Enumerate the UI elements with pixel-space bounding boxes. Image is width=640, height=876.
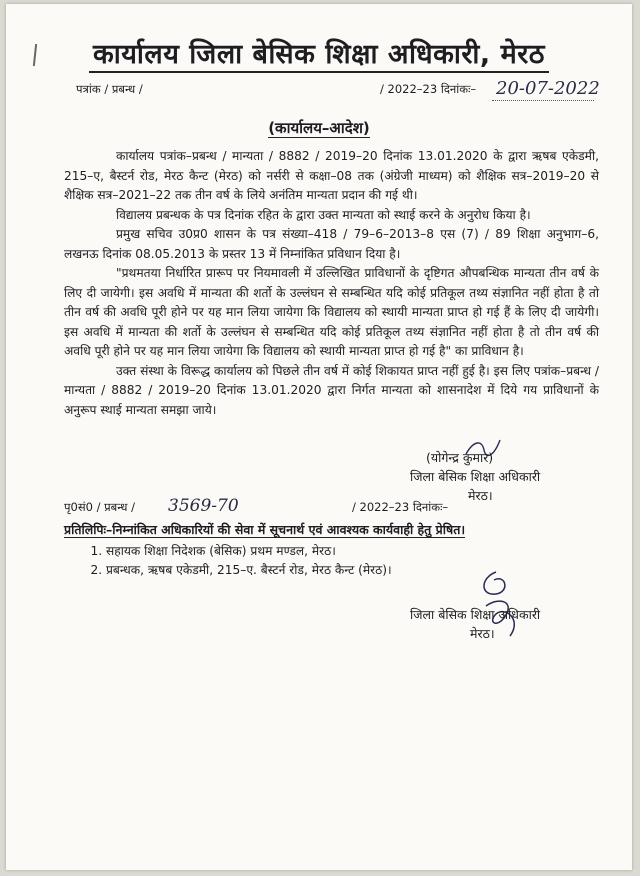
officer-designation: जिला बेसिक शिक्षा अधिकारी	[410, 469, 541, 484]
date-underline	[492, 100, 594, 102]
paragraph: प्रमुख सचिव उ0प्र0 शासन के पत्र संख्या–418 / 79–6–2013–8 एस (7) / 89 शिक्षा अनुभाग–6, लखनऊ दिनांक 08.05.2013 के प्रस्तर 13 में निम्नांकित प्रविधान दिया है।	[64, 227, 599, 261]
order-title: (कार्यालय–आदेश)	[268, 119, 370, 137]
officer-designation-2: जिला बेसिक शिक्षा अधिकारी	[410, 607, 541, 622]
reference-label: पत्रांक / प्रबन्ध /	[76, 82, 143, 96]
paragraph: उक्त संस्था के विरूद्ध कार्यालय को पिछले तीन वर्ष में कोई शिकायत प्राप्त नहीं हुई है। इस लिए पत्रांक–प्रबन्ध / मान्यता / 8882 / 2019–20 दिनांक 13.01.2020 द्वारा निर्गत मान्यता को शासनादेश में दिये गय प्राविधानों के अनुरूप स्थाई मान्यता समझा जाये।	[64, 363, 599, 417]
copy-heading: प्रतिलिपिः–निम्नांकित अधिकारियों की सेवा में सूचनार्थ एवं आवश्यक कार्यवाही हेतु प्रेषित।	[64, 522, 466, 537]
officer-place: मेरठ।	[468, 488, 493, 503]
office-title: कार्यालय जिला बेसिक शिक्षा अधिकारी, मेरठ	[89, 39, 549, 73]
officer-name: (योगेन्द्र कुमार)	[426, 450, 494, 465]
order-body	[64, 147, 599, 420]
handwritten-date: 20-07-2022	[496, 78, 600, 99]
paragraph: कार्यालय पत्रांक–प्रबन्ध / मान्यता / 8882 / 2019–20 दिनांक 13.01.2020 के द्वारा ऋषब एकेडमी, 215–ए, बैस्टर्न रोड, मेरठ कैन्ट (मेरठ) को नर्सरी से कक्षा–08 तक (अंग्रेजी माध्यम) को शैक्षिक सत्र–2019–20 से शैक्षिक सत्र–2021–22 तक तीन वर्ष के लिये अनंतिम मान्यता प्रदान की गई थी।	[64, 149, 599, 202]
list-item: 1. सहायक शिक्षा निदेशक (बेसिक) प्रथम मण्डल, मेरठ।	[106, 542, 392, 561]
document-page	[6, 4, 632, 870]
endorsement-year-date-label: / 2022–23 दिनांकः–	[352, 500, 449, 514]
list-item: 2. प्रबन्धक, ऋषब एकेडमी, 215–ए. बैस्टर्न रोड, मेरठ कैन्ट (मेरठ)।	[106, 561, 392, 580]
recipient-list	[88, 542, 392, 580]
office-heading	[6, 34, 632, 71]
year-date-label: / 2022–23 दिनांकः–	[380, 82, 477, 96]
endorsement-ref-label: पृ0सं0 / प्रबन्ध /	[64, 500, 136, 514]
paragraph: विद्यालय प्रबन्धक के पत्र दिनांक रहित के द्वारा उक्त मान्यता को स्थाई करने के अनुरोध किया है।	[116, 207, 531, 222]
officer-place-2: मेरठ।	[470, 626, 495, 641]
paragraph: "प्रथमतया निर्धारित प्रारूप पर नियमावली में उल्लिखित प्राविधानों के दृष्टिगत औपबन्धिक मान्यता तीन वर्ष के लिए दी जायेगी। इस अवधि में मान्यता की शर्तो के उल्लंघन से सम्बन्धित यदि कोई प्रतिकूल तथ्य संज्ञानित नहीं होता है तो तीन वर्ष की अवधि पूरी होने पर यह मान लिया जायेगा कि विद्यालय को स्थायी मान्यता प्राप्त हो गई हैं के लिए दी जायेगी। इस अवधि में मान्यता की शर्तो के उल्लंघन से सम्बन्धित यदि कोई प्रतिकूल तथ्य संज्ञानित नहीं होता है तो तीन वर्ष की अवधि पूरी होने पर यह मान लिया जायेगा कि विद्यालय को स्थायी मान्यता प्राप्त हो गई है" का प्राविधान है।	[64, 266, 599, 358]
order-heading	[6, 118, 632, 138]
handwritten-dispatch-number: 3569-70	[168, 496, 239, 516]
